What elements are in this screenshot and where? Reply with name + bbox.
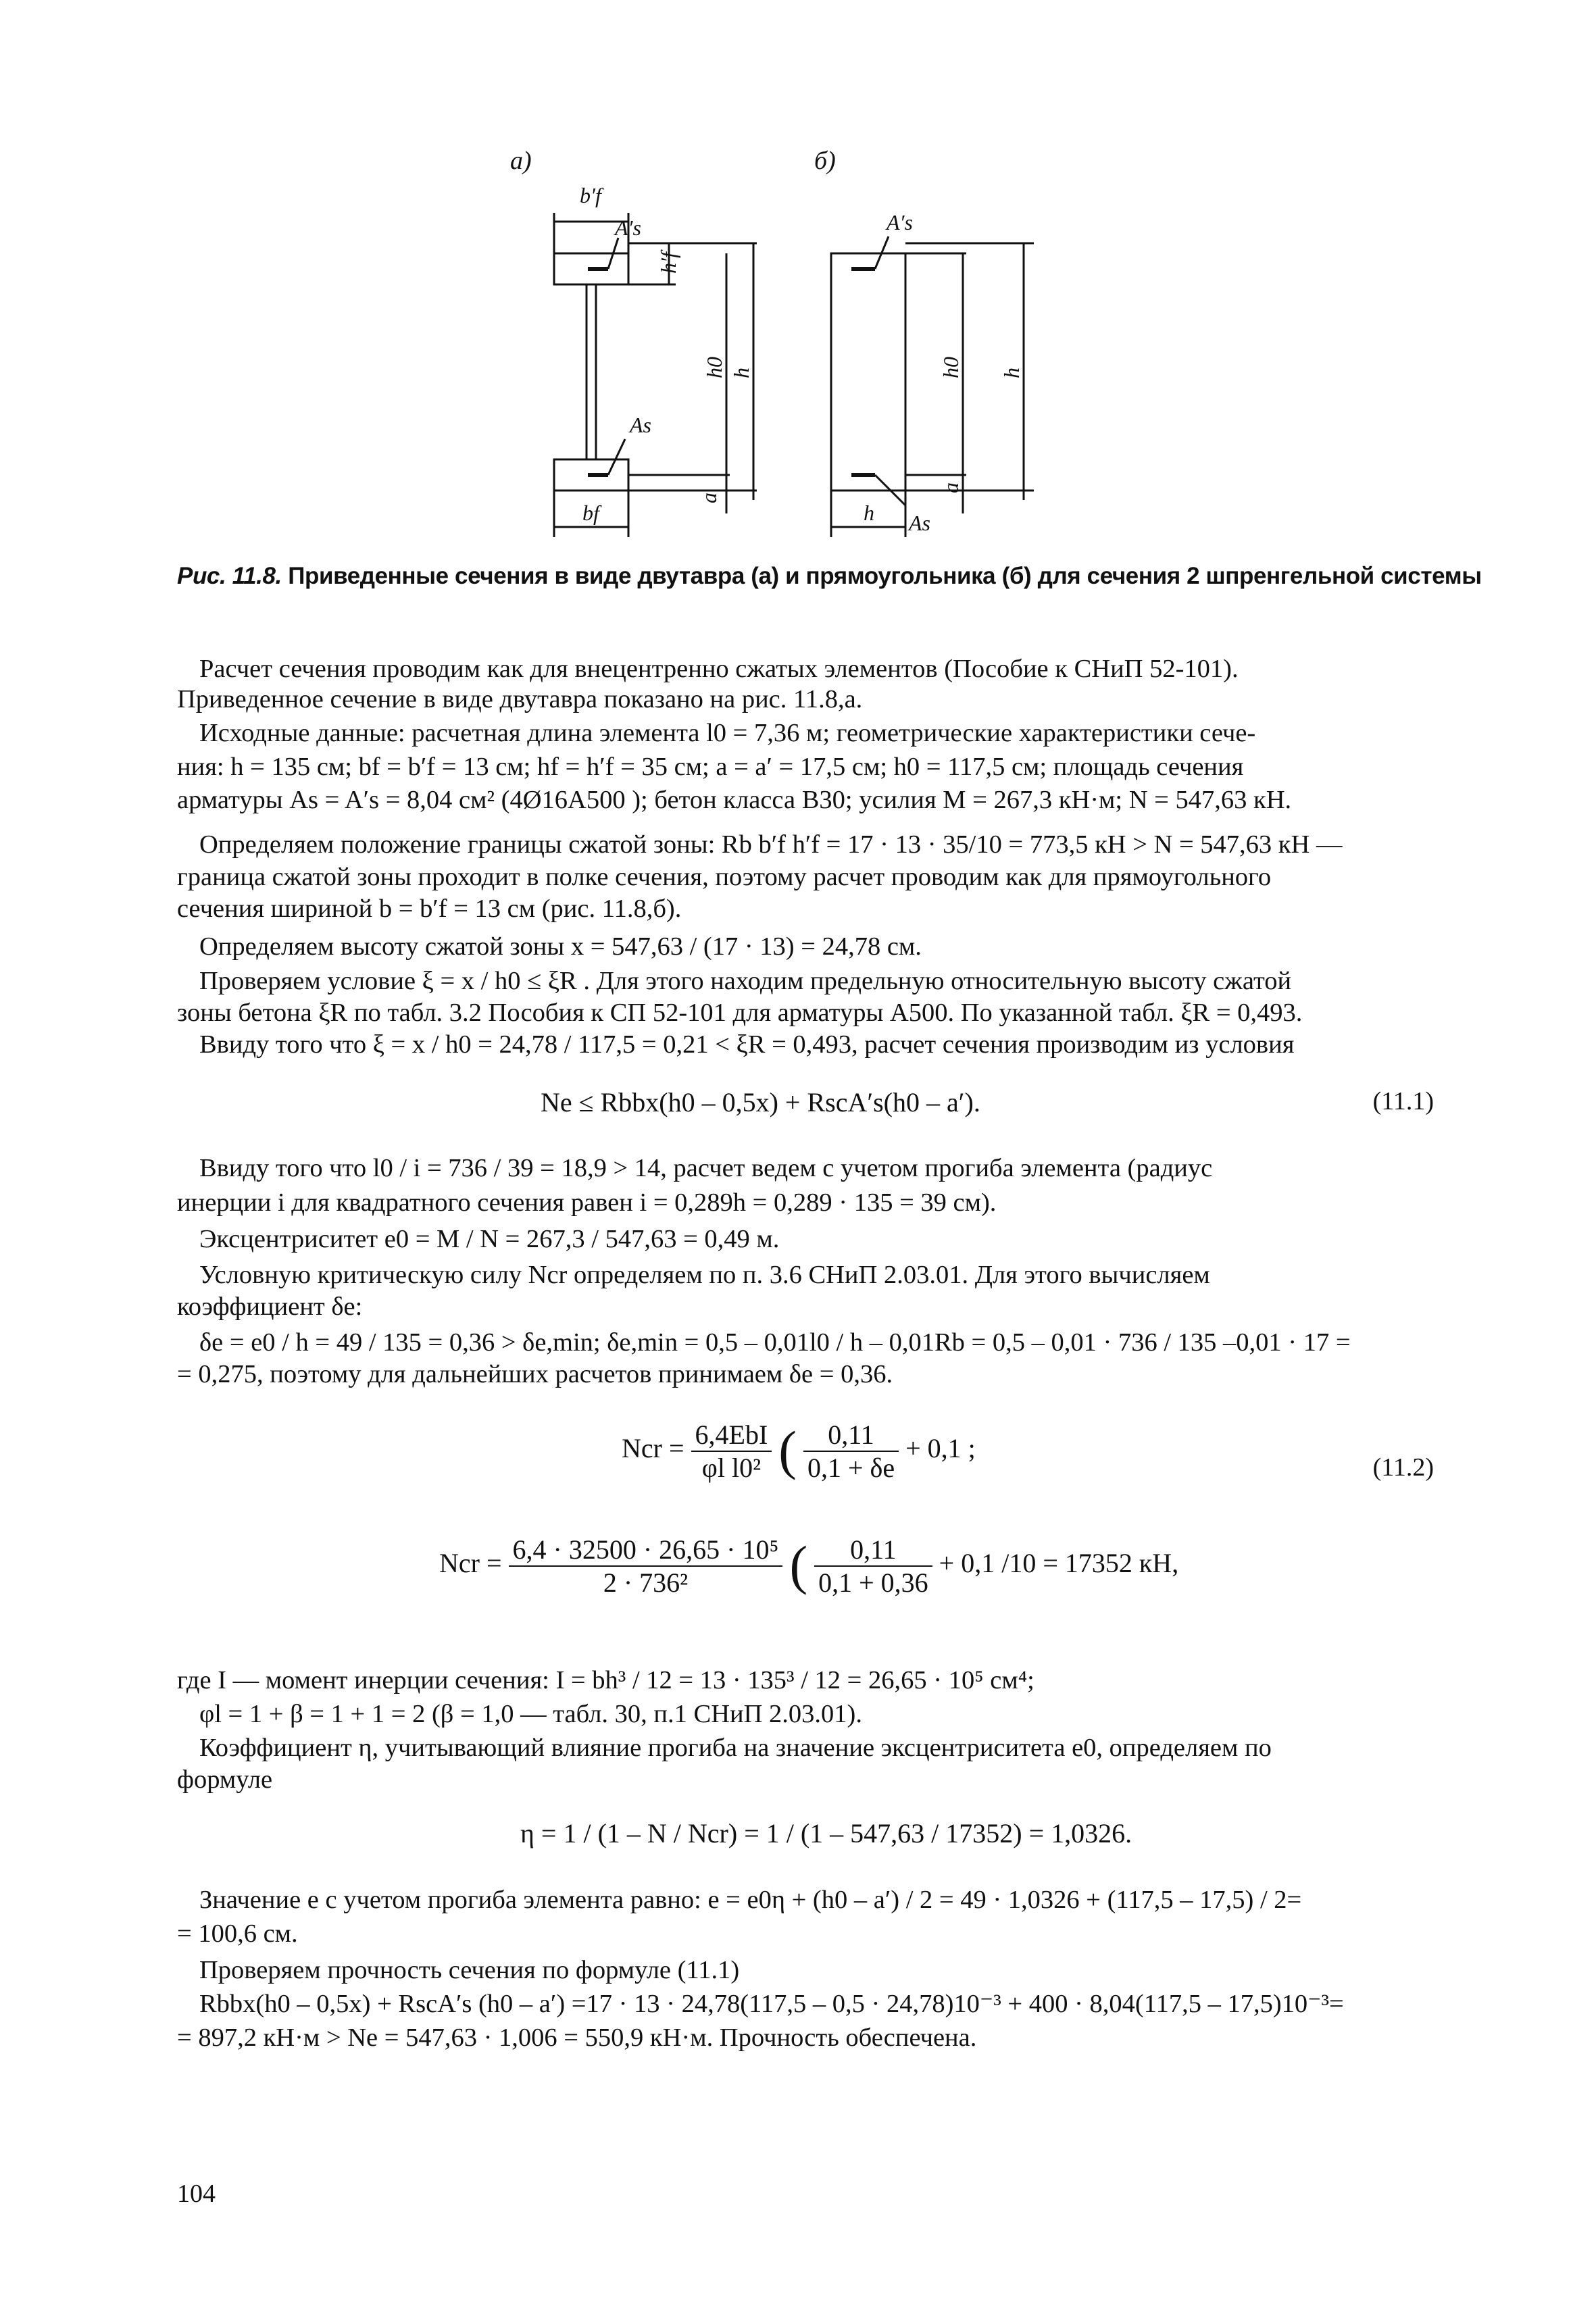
formula-ncr-inner-numerator: 0,11 xyxy=(814,1534,932,1567)
text-line: ния: h = 135 см; bf = b′f = 13 см; hf = h′f = 35 см; a = a′ = 17,5 см; h0 = 117,5 см; площадь сечения xyxy=(177,753,1244,781)
formula-ncr-numerator: 6,4 · 32500 · 26,65 · 10⁵ xyxy=(509,1534,783,1567)
label-a-a: a xyxy=(697,493,721,503)
text-line: φl = 1 + β = 1 + 1 = 2 (β = 1,0 — табл. 30, п.1 СНиП 2.03.01). xyxy=(199,1700,862,1728)
text-line: δe = e0 / h = 49 / 135 = 0,36 > δe,min; δe,min = 0,5 – 0,01l0 / h – 0,01Rb = 0,5 – 0,01 · 736 / 135 –0,01 · 17 = xyxy=(199,1328,1351,1357)
formula-11-2-inner-denominator: 0,1 + δe xyxy=(807,1453,895,1483)
page-number: 104 xyxy=(177,2180,216,2208)
caption-number: Рис. 11.8. xyxy=(177,563,282,589)
text-line: Определяем положение границы сжатой зоны: Rb b′f h′f = 17 · 13 · 35/10 = 773,5 кН > N = 547,63 кН — xyxy=(199,830,1343,859)
formula-ncr-denominator: 2 · 736² xyxy=(603,1567,689,1598)
formula-ncr-fraction xyxy=(509,1534,783,1599)
figure-label-b: б) xyxy=(814,147,836,175)
text-line: арматуры As = A′s = 8,04 см² (4Ø16А500 ); бетон класса В30; усилия M = 267,3 кН·м; N = 547,63 кН. xyxy=(177,786,1292,814)
text-line: инерции i для квадратного сечения равен i = 0,289h = 0,289 · 135 = 39 см). xyxy=(177,1188,997,1217)
text-line: Ввиду того что ξ = x / h0 = 24,78 / 117,5 = 0,21 < ξR = 0,493, расчет сечения производим из условия xyxy=(199,1030,1295,1059)
formula-11-2-tail: + 0,1 ; xyxy=(905,1433,976,1464)
section-figure xyxy=(473,135,1149,568)
label-bf-prime: b′f xyxy=(580,183,601,207)
label-hf-prime: h′f xyxy=(656,252,680,274)
formula-11-2-fraction xyxy=(691,1419,772,1484)
text-line: Rbbx(h0 – 0,5x) + RscA′s (h0 – a′) =17 · 13 · 24,78(117,5 – 0,5 · 24,78)10⁻³ + 400 · 8,04(117,5 – 17,5)10⁻³= xyxy=(199,1990,1344,2018)
section-drawings xyxy=(473,135,1149,568)
text-line: = 897,2 кН·м > Ne = 547,63 · 1,006 = 550,9 кН·м. Прочность обеспечена. xyxy=(177,2023,977,2052)
formula-ncr-tail: + 0,1 /10 = 17352 кН, xyxy=(939,1548,1179,1579)
formula-eta: η = 1 / (1 – N / Ncr) = 1 / (1 – 547,63 / 17352) = 1,0326. xyxy=(520,1818,1132,1848)
text-line: Ввиду того что l0 / i = 736 / 39 = 18,9 > 14, расчет ведем с учетом прогиба элемента (радиус xyxy=(199,1154,1213,1182)
label-bf: bf xyxy=(582,501,599,525)
label-h-a: h xyxy=(729,368,753,378)
caption-text: Приведенные сечения в виде двутавра (а) и прямоугольника (б) для сечения 2 шпренгельной системы xyxy=(288,563,1482,589)
text-line: Расчет сечения проводим как для внецентренно сжатых элементов (Пособие к СНиП 52-101). xyxy=(199,655,1239,683)
label-as-prime-b: A′s xyxy=(887,210,913,234)
text-line: коэффициент δe: xyxy=(177,1292,363,1321)
formula-ncr-numeric: Ncr = $\frac{\text{6,4 · 32500 · 26,65 · 10⁵}}{\text{2 · 736²}}$ ( $\frac{0,11}{0,1 + 0,36}$ + 0,1 /10 = 17352 кН, xyxy=(439,1534,1179,1598)
text-line: Определяем высоту сжатой зоны x = 547,63 / (17 · 13) = 24,78 см. xyxy=(199,932,922,961)
rect-section xyxy=(831,253,905,491)
text-line: = 0,275, поэтому для дальнейших расчетов принимаем δe = 0,36. xyxy=(177,1360,893,1388)
formula-11-2-inner-fraction xyxy=(803,1419,899,1484)
label-h0-b: h0 xyxy=(939,357,963,378)
formula-ncr-lhs: Ncr = xyxy=(439,1548,502,1579)
label-h0-a: h0 xyxy=(702,357,726,378)
text-line: Исходные данные: расчетная длина элемента l0 = 7,36 м; геометрические характеристики сече- xyxy=(199,719,1256,747)
figure-caption xyxy=(177,563,1482,590)
text-line: формуле xyxy=(177,1765,273,1794)
label-as-a: As xyxy=(630,413,651,437)
formula-11-2-inner-numerator: 0,11 xyxy=(803,1419,899,1452)
formula-11-2-numerator: 6,4EbI xyxy=(691,1419,772,1452)
text-line: Значение e с учетом прогиба элемента равно: e = e0η + (h0 – a′) / 2 = 49 · 1,0326 + (117,5 – 17,5) / 2= xyxy=(199,1886,1302,1914)
text-line: сечения шириной b = b′f = 13 см (рис. 11.8,б). xyxy=(177,895,682,923)
formula-11-1: Ne ≤ Rbbx(h0 – 0,5x) + RscA′s(h0 – a′). xyxy=(541,1087,980,1117)
text-line: Эксцентриситет e0 = M / N = 267,3 / 547,63 = 0,49 м. xyxy=(199,1225,780,1253)
formula-11-2-lhs: Ncr = xyxy=(622,1433,684,1464)
text-line: Проверяем условие ξ = x / h0 ≤ ξR . Для этого находим предельную относительную высоту сжатой xyxy=(199,967,1292,995)
label-h-b: h xyxy=(999,368,1024,378)
text-line: где I — момент инерции сечения: I = bh³ / 12 = 13 · 135³ / 12 = 26,65 · 10⁵ см⁴; xyxy=(177,1666,1034,1694)
text-line: Приведенное сечение в виде двутавра показано на рис. 11.8,а. xyxy=(177,685,863,713)
text-line: = 100,6 см. xyxy=(177,1919,298,1948)
label-h-width: h xyxy=(864,501,874,525)
formula-ncr-inner-fraction xyxy=(814,1534,932,1599)
text-line: Коэффициент η, учитывающий влияние прогиба на значение эксцентриситета e0, определяем по xyxy=(199,1734,1272,1762)
formula-ncr-inner-denominator: 0,1 + 0,36 xyxy=(818,1567,928,1598)
equation-number-11-2: (11.2) xyxy=(1372,1453,1434,1482)
text-line: Проверяем прочность сечения по формуле (11.1) xyxy=(199,1956,740,1984)
formula-11-2-denominator: φl l0² xyxy=(701,1453,762,1483)
equation-number-11-1: (11.1) xyxy=(1372,1087,1434,1115)
formula-11-2: Ncr = $\frac{\text{6,4EbI}}{\text{φl l0²}}$ ( $\frac{0,11}{0,1 + \delta e}$ + 0,1 ; xyxy=(622,1419,976,1483)
figure-label-a: а) xyxy=(510,147,532,175)
text-line: Условную критическую силу Ncr определяем по п. 3.6 СНиП 2.03.01. Для этого вычисляем xyxy=(199,1261,1210,1289)
text-line: граница сжатой зоны проходит в полке сечения, поэтому расчет проводим как для прямоугольного xyxy=(177,863,1272,891)
label-as-b: As xyxy=(909,511,930,535)
text-line: зоны бетона ξR по табл. 3.2 Пособия к СП 52-101 для арматуры А500. По указанной табл. ξR = 0,493. xyxy=(177,999,1303,1027)
label-a-b: a xyxy=(939,482,963,493)
label-as-prime-a: A′s xyxy=(615,216,641,240)
